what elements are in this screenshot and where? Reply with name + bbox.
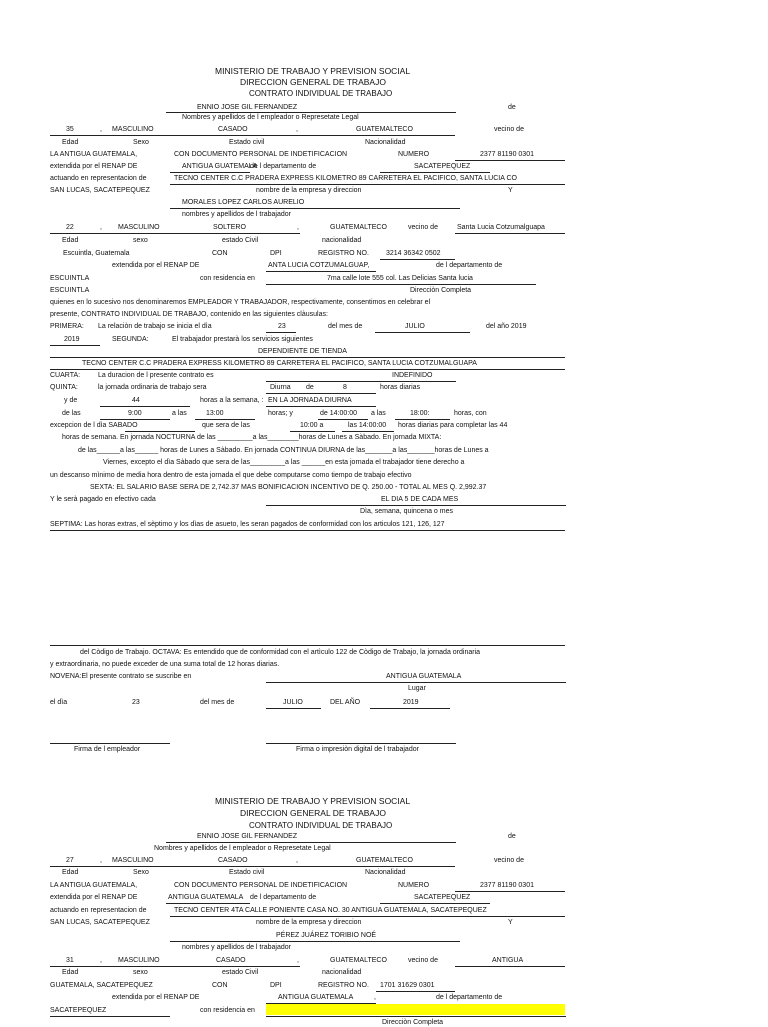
pay-period: EL DIA 5 DE CADA MES — [381, 496, 459, 503]
employer-caption-2: Nombres y apellidos de l empleador o Represetate Legal — [154, 845, 331, 852]
worker-nationality-2: GUATEMALTECO — [330, 957, 387, 964]
row-line — [50, 135, 455, 136]
company-caption: nombre de la empresa y direccion — [256, 187, 362, 194]
del-depto-label-2: de l departamento de — [436, 262, 503, 269]
employer-signature-caption: Firma de l empleador — [74, 746, 141, 753]
worker-civil-2: CASADO — [216, 957, 246, 964]
cuarta-label: CUARTA: — [50, 372, 81, 379]
year-line — [50, 345, 100, 346]
horas-diarias-label: horas diarias — [380, 384, 421, 391]
dpi-label-2: DPI — [270, 982, 282, 989]
comma: , — [100, 957, 102, 964]
comma-2: , — [374, 994, 376, 1001]
del-mes-label: del mes de — [328, 323, 363, 330]
vecino-label-c2b: vecino de — [408, 957, 438, 964]
caption-nacionalidad-c2: Nacionalidad — [365, 869, 406, 876]
worker-dpi-line-2 — [376, 991, 455, 992]
worker-muni-line — [266, 271, 376, 272]
work-address: TECNO CENTER C.C PRADERA EXPRESS KILOMETRO 89 CARRETERA EL PACIFICO, SANTA LUCIA COTZUMALGUAPA — [82, 360, 477, 367]
worker-sex: MASCULINO — [118, 224, 160, 231]
worker-name: MORALES LOPEZ CARLOS AURELIO — [182, 199, 305, 206]
dpi-line-2 — [455, 891, 565, 892]
time1-line — [100, 419, 170, 420]
document-text: CON DOCUMENTO PERSONAL DE INDETIFICACION — [174, 151, 348, 158]
worker-dpi: 3214 36342 0502 — [386, 250, 441, 257]
caption-civil-c2: Estado civil — [229, 869, 265, 876]
time-3: de 14:00:00 — [320, 410, 357, 417]
sign-month-line — [266, 708, 321, 709]
que-sera-label: que sera de las — [202, 422, 250, 429]
worker-municipality: ANTA LUCIA COTZUMALGUAP, — [268, 262, 370, 269]
horas-con-label: horas, con — [454, 410, 487, 417]
worker-department-c2: SACATEPEQUEZ — [50, 1007, 107, 1014]
time-5: 10:00 a — [300, 422, 324, 429]
vecino-line — [455, 233, 565, 234]
horas-y-label: horas; y — [268, 410, 293, 417]
horas-semana-label: horas a la semana, : — [200, 397, 264, 404]
de-las-label: de las — [62, 410, 81, 417]
lugar-caption: Lugar — [408, 685, 426, 692]
time-2: 13:00 — [206, 410, 224, 417]
con-label: CON — [212, 250, 228, 257]
septima-text: SEPTIMA: Las horas extras, el sèptimo y los dìas de asueto, les seran pagados de conformidad con los articulos 121, 126, 127 — [50, 521, 445, 528]
company-name-2: TECNO CENTER 4TA CALLE PONIENTE CASA NO. 30 ANTIGUA GUATEMALA, SACATEPEQUEZ — [174, 907, 487, 914]
direction-heading-2: DIRECCION GENERAL DE TRABAJO — [240, 808, 386, 818]
duration: INDEFINIDO — [392, 372, 433, 379]
employer-dpi-2: 2377 81190 0301 — [480, 882, 534, 889]
worker-municipality-2: ANTIGUA GUATEMALA — [278, 994, 354, 1001]
worker-age: 22 — [66, 224, 74, 231]
de-label-3: de — [306, 384, 314, 391]
el-dia-label: el dìa — [50, 699, 68, 706]
employer-civil: CASADO — [218, 126, 248, 133]
comma: , — [297, 224, 299, 231]
sexta-text: SEXTA: EL SALARIO BASE SERA DE 2,742.37 MAS BONIFICACION INCENTIVO DE Q. 250.00 - TOTAL AL MES Q. 2,992.37 — [90, 484, 487, 491]
time6-line — [342, 431, 394, 432]
worker-city: Escuintla, Guatemala — [63, 250, 130, 257]
extendida-label-c2: extendida por el RENAP DE — [50, 894, 138, 901]
caption-sexo-2: sexo — [133, 237, 148, 244]
signing-year: 2019 — [403, 699, 419, 706]
dpi-line — [455, 160, 565, 161]
worker-dpi-2: 1701 31629 0301 — [380, 982, 435, 989]
employer-nationality-2: GUATEMALTECO — [356, 857, 413, 864]
comma: , — [100, 126, 102, 133]
time5-line — [290, 431, 335, 432]
hours-per-week: 44 — [132, 397, 140, 404]
comma: , — [296, 126, 298, 133]
muni-line-2 — [166, 903, 250, 904]
worker-name-2: PÉREZ JUÁREZ TORIBIO NOÉ — [276, 932, 377, 939]
paragraph-line-2: presente, CONTRATO INDIVIDUAL DE TRABAJO, contenido en las siguientes clàusulas: — [50, 311, 328, 318]
employer-department: SACATEPEQUEZ — [414, 163, 471, 170]
segunda-text: El trabajador prestarà los servicios siguientes — [172, 336, 313, 343]
y-de-label: y de — [64, 397, 78, 404]
employer-municipality: ANTIGUA GUATEMALA — [182, 163, 258, 170]
worker-city-2: GUATEMALA, SACATEPEQUEZ — [50, 982, 153, 989]
segunda-label: SEGUNDA: — [112, 336, 149, 343]
start-month: JULIO — [405, 323, 425, 330]
depto-line-2 — [380, 903, 490, 904]
caption-nacionalidad2-c2: nacionalidad — [322, 969, 362, 976]
ministry-heading: MINISTERIO DE TRABAJO Y PREVISION SOCIAL — [215, 66, 411, 76]
worker-row-line-2 — [50, 966, 300, 967]
de-label-c2: de — [508, 833, 516, 840]
employer-name-2: ENNIO JOSE GIL FERNANDEZ — [197, 833, 298, 840]
continua-line: de las______a las______ horas de Lunes a Sàbado. En jornada CONTINUA DIURNA de las_______a las_______horas de Lunes a — [78, 447, 489, 454]
sign-year-line — [370, 708, 450, 709]
jornada-diurna: EN LA JORNADA DIURNA — [268, 397, 352, 404]
employer-name-line-2 — [166, 842, 456, 843]
time3-line — [318, 419, 368, 420]
employer-name: ENNIO JOSE GIL FERNANDEZ — [197, 104, 298, 111]
a-las-label: a las — [172, 410, 187, 417]
worker-vecino-2: ANTIGUA — [492, 957, 524, 964]
signing-month: JULIO — [283, 699, 303, 706]
excepcion-text: excepcion de l dìa SABADO — [50, 422, 138, 429]
con-label-2: CON — [212, 982, 228, 989]
jornada-line — [266, 406, 376, 407]
week-line — [100, 406, 190, 407]
hours-per-day: 8 — [343, 384, 347, 391]
caption-nacionalidad: Nacionalidad — [365, 139, 406, 146]
diurna-line — [266, 393, 376, 394]
company-location: SAN LUCAS, SACATEPEQUEZ — [50, 187, 150, 194]
employer-age-2: 27 — [66, 857, 74, 864]
worker-signature-caption: Firma o impresiòn digital de l trabajador — [296, 746, 419, 753]
vecino-label-c2: vecino de — [494, 857, 524, 864]
caption-civil: Estado civil — [229, 139, 265, 146]
actuando-label: actuando en representacion de — [50, 175, 147, 182]
a-las-label-2: a las — [371, 410, 386, 417]
duration-line — [266, 381, 456, 382]
address-line-2 — [50, 1016, 170, 1017]
start-day: 23 — [278, 323, 286, 330]
address-line-2b — [266, 1016, 566, 1017]
caption-edad2-c2: Edad — [62, 969, 79, 976]
worker-signature-line — [266, 743, 456, 744]
quinta-text: la jornada ordinaria de trabajo sera — [98, 384, 207, 391]
actuando-label-2: actuando en representacion de — [50, 907, 147, 914]
y-label: Y — [508, 187, 513, 194]
septima-line — [50, 530, 565, 531]
worker-caption: nombres y apellidos de l trabajador — [182, 211, 291, 218]
caption-sexo2-c2: sexo — [133, 969, 148, 976]
employer-municipality-2: ANTIGUA GUATEMALA — [168, 894, 244, 901]
del-ano-label: DEL AÑO — [330, 699, 361, 706]
employer-age: 35 — [66, 126, 74, 133]
pagado-text: Y le serà pagado en efectivo cada — [50, 496, 156, 503]
nocturna-line: horas de semana. En jornada NOCTURNA de las _________a las________horas de Lunes a Sàbado. En jornada MIXTA: — [62, 434, 442, 441]
registro-label-2: REGISTRO NO. — [318, 982, 369, 989]
registro-label: REGISTRO NO. — [318, 250, 369, 257]
employer-civil-2: CASADO — [218, 857, 248, 864]
employer-sex-2: MASCULINO — [112, 857, 154, 864]
residencia-label-2: con residencia en — [200, 1007, 255, 1014]
excepcion-line — [125, 431, 195, 432]
y-label-2: Y — [508, 919, 513, 926]
pay-line — [266, 505, 566, 506]
pay-caption: Dìa, semana, quincena o mes — [360, 508, 453, 515]
comma: , — [100, 224, 102, 231]
employer-nationality: GUATEMALTECO — [356, 126, 413, 133]
numero-label: NUMERO — [398, 151, 430, 158]
company-line — [170, 184, 565, 185]
time-6: las 14:00:00 — [348, 422, 387, 429]
address-line — [266, 284, 536, 285]
viernes-line: Viernes, excepto el dìa Sàbado que sera de las_________a las ______en esta jornada el trabajador tiene derecho a — [103, 459, 465, 466]
row-line-2 — [50, 866, 455, 867]
day-line — [266, 332, 296, 333]
worker-address: 7ma calle lote 555 col. Las Delicias Santa lucia — [327, 275, 473, 282]
worker-department-2: ESCUINTLA — [50, 287, 90, 294]
employer-city: LA ANTIGUA GUATEMALA, — [50, 151, 138, 158]
address-highlight — [266, 1004, 565, 1015]
caption-sexo-c2: Sexo — [133, 869, 149, 876]
extendida-label-2: extendida por el RENAP DE — [112, 262, 200, 269]
extendida-label2-c2: extendida por el RENAP DE — [112, 994, 200, 1001]
descanso-line: un descanso mìnimo de media hora dentro de esta jornada el que debe computarse como tiempo de trabajo efectivo — [50, 472, 412, 479]
octava-line-2: y extraordinaria, no puede exceder de una suma total de 12 horas diarias. — [50, 661, 280, 668]
vecino-line-2 — [455, 966, 565, 967]
quinta-label: QUINTA: — [50, 384, 78, 391]
direccion-caption: Direcciòn Completa — [410, 287, 472, 294]
worker-sex-2: MASCULINO — [118, 957, 160, 964]
job-line — [50, 357, 565, 358]
worker-department: ESCUINTLA — [50, 275, 90, 282]
completar-text: horas diarias para completar las 44 — [398, 422, 508, 429]
del-mes-label-2: del mes de — [200, 699, 235, 706]
worker-dpi-line — [380, 259, 455, 260]
ministry-heading-2: MINISTERIO DE TRABAJO Y PREVISION SOCIAL — [215, 796, 411, 806]
direccion-caption-2: Direcciòn Completa — [382, 1019, 444, 1026]
contract-heading: CONTRATO INDIVIDUAL DE TRABAJO — [249, 89, 393, 98]
comma: , — [297, 957, 299, 964]
vecino-label: vecino de — [494, 126, 524, 133]
direction-heading: DIRECCION GENERAL DE TRABAJO — [240, 77, 386, 87]
caption-edad-2: Edad — [62, 237, 79, 244]
numero-label-2: NUMERO — [398, 882, 430, 889]
del-depto-label: de l departamento de — [250, 163, 317, 170]
employer-department-2: SACATEPEQUEZ — [414, 894, 471, 901]
muni-line — [170, 172, 250, 173]
start-year-text: del año 2019 — [486, 323, 527, 330]
cuarta-text: La duracion de l presente contrato es — [98, 372, 214, 379]
employer-name-line — [166, 112, 456, 113]
employer-caption: Nombres y apellidos de l empleador o Represetate Legal — [182, 114, 359, 121]
company-caption-2: nombre de la empresa y direccion — [256, 919, 362, 926]
de-label: de — [508, 104, 516, 111]
work-address-line — [50, 369, 565, 370]
time2-line — [195, 419, 255, 420]
time-1: 9:00 — [128, 410, 142, 417]
vecino-label-2: vecino de — [408, 224, 438, 231]
primera-label: PRIMERA: — [50, 323, 84, 330]
company-location-2: SAN LUCAS, SACATEPEQUEZ — [50, 919, 150, 926]
caption-nacionalidad-2: nacionalidad — [322, 237, 362, 244]
worker-caption-2: nombres y apellidos de l trabajador — [182, 944, 291, 951]
novena-text: NOVENA:El presente contrato se suscribe en — [50, 673, 192, 680]
del-depto-label2-c2: de l departamento de — [436, 994, 503, 1001]
signing-day: 23 — [132, 699, 140, 706]
caption-civil-2: estado Civil — [222, 237, 259, 244]
worker-civil: SOLTERO — [213, 224, 246, 231]
worker-vecino: Santa Lucia Cotzumalguapa — [457, 224, 545, 231]
time-4: 18:00: — [410, 410, 430, 417]
diurna-label: Diurna — [270, 384, 291, 391]
employer-signature-line — [50, 743, 170, 744]
octava-line-1: del Còdigo de Trabajo. OCTAVA: Es entendido que de conformidad con el artìculo 122 de Còdigo de Trabajo, la jornada ordinaria — [80, 649, 481, 656]
employer-sex: MASCULINO — [112, 126, 154, 133]
comma: , — [100, 857, 102, 864]
time4-line — [395, 419, 450, 420]
job-title: DEPENDIENTE DE TIENDA — [258, 348, 347, 355]
signing-place: ANTIGUA GUATEMALA — [386, 673, 462, 680]
month-line — [375, 332, 470, 333]
del-depto-label-c2: de l departamento de — [250, 894, 317, 901]
extendida-label: extendida por el RENAP DE — [50, 163, 138, 170]
worker-nationality: GUATEMALTECO — [330, 224, 387, 231]
depto-line — [380, 172, 490, 173]
company-name: TECNO CENTER C.C PRADERA EXPRESS KILOMETRO 89 CARRETERA EL PACIFICO, SANTA LUCIA CO — [174, 175, 517, 182]
caption-edad: Edad — [62, 139, 79, 146]
employer-city-2: LA ANTIGUA GUATEMALA, — [50, 882, 138, 889]
worker-age-2: 31 — [66, 957, 74, 964]
worker-row-line — [50, 233, 300, 234]
paragraph-line-1: quienes en lo sucesivo nos denominaremos EMPLEADOR Y TRABAJADOR, respectivamente, consentimos en celebrar el — [50, 299, 431, 306]
company-line-2 — [170, 916, 565, 917]
primera-text: La relaciòn de trabajo se inicia el dìa — [98, 323, 212, 330]
dpi-label: DPI — [270, 250, 282, 257]
comma: , — [296, 857, 298, 864]
contract-heading-2: CONTRATO INDIVIDUAL DE TRABAJO — [249, 821, 393, 830]
document-text-2: CON DOCUMENTO PERSONAL DE INDETIFICACION — [174, 882, 348, 889]
caption-civil2-c2: estado Civil — [222, 969, 259, 976]
caption-edad-c2: Edad — [62, 869, 79, 876]
caption-sexo: Sexo — [133, 139, 149, 146]
employer-dpi: 2377 81190 0301 — [480, 151, 534, 158]
octava-top-line — [50, 645, 565, 646]
worker-line — [170, 208, 460, 209]
place-line — [266, 682, 566, 683]
worker-line-2 — [170, 941, 460, 942]
year-value: 2019 — [64, 336, 80, 343]
residencia-label: con residencia en — [200, 275, 255, 282]
